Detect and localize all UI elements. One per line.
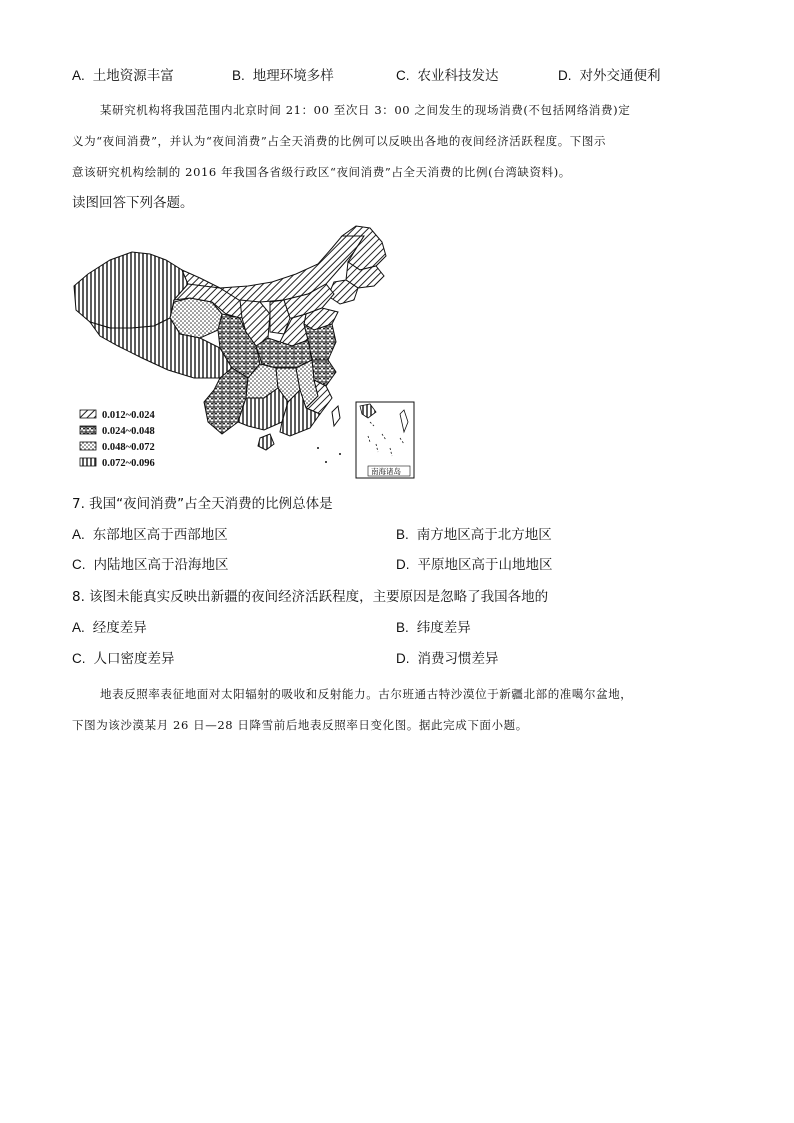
- q7-option-d: D. 平原地区高于山地地区: [396, 557, 553, 573]
- legend-label-2: 0.024~0.048: [102, 426, 155, 437]
- passage2-line-1: 地表反照率表征地面对太阳辐射的吸收和反射能力。古尔班通古特沙漠位于新疆北部的准噶尔盆地，: [100, 687, 633, 701]
- passage1-line-3: 意该研究机构绘制的 2016 年我国各省级行政区“夜间消费”占全天消费的比例(台湾缺资料)。: [72, 165, 571, 179]
- region-taiwan: [332, 406, 340, 426]
- passage1-line-2: 义为“夜间消费”，并认为“夜间消费”占全天消费的比例可以反映出各地的夜间经济活跃程度。下图示: [72, 134, 607, 148]
- south-china-sea-inset: [356, 402, 414, 478]
- q8-option-d: D. 消费习惯差异: [396, 651, 499, 667]
- q8-option-b: B. 纬度差异: [396, 620, 471, 636]
- q8-option-c: C. 人口密度差异: [72, 651, 175, 667]
- q7-option-b: B. 南方地区高于北方地区: [396, 527, 552, 543]
- q8-option-a: A. 经度差异: [72, 620, 147, 636]
- map-legend: [80, 410, 155, 469]
- q7-option-c: C. 内陆地区高于沿海地区: [72, 557, 229, 573]
- inset-label: 南海诸岛: [371, 467, 401, 476]
- instruction-text: 读图回答下列各题。: [72, 195, 194, 211]
- passage1-line-1: 某研究机构将我国范围内北京时间 21：00 至次日 3：00 之间发生的现场消费(不包括网络消费)定: [100, 103, 631, 117]
- legend-label-4: 0.072~0.096: [102, 458, 155, 469]
- q7-stem: 7. 我国“夜间消费”占全天消费的比例总体是: [72, 496, 333, 512]
- q6-option-a: A. 土地资源丰富: [72, 68, 174, 84]
- q6-option-c: C. 农业科技发达: [396, 68, 499, 84]
- china-night-consumption-map: [70, 222, 420, 484]
- legend-label-3: 0.048~0.072: [102, 442, 155, 453]
- legend-label-1: 0.012~0.024: [102, 410, 155, 421]
- q7-option-a: A. 东部地区高于西部地区: [72, 527, 228, 543]
- q6-option-d: D. 对外交通便利: [558, 68, 661, 84]
- region-hainan: [258, 434, 274, 450]
- passage2-line-2: 下图为该沙漠某月 26 日—28 日降雪前后地表反照率日变化图。据此完成下面小题。: [72, 718, 528, 732]
- q6-option-b: B. 地理环境多样: [232, 68, 334, 84]
- q8-stem: 8. 该图未能真实反映出新疆的夜间经济活跃程度，主要原因是忽略了我国各地的: [72, 589, 549, 605]
